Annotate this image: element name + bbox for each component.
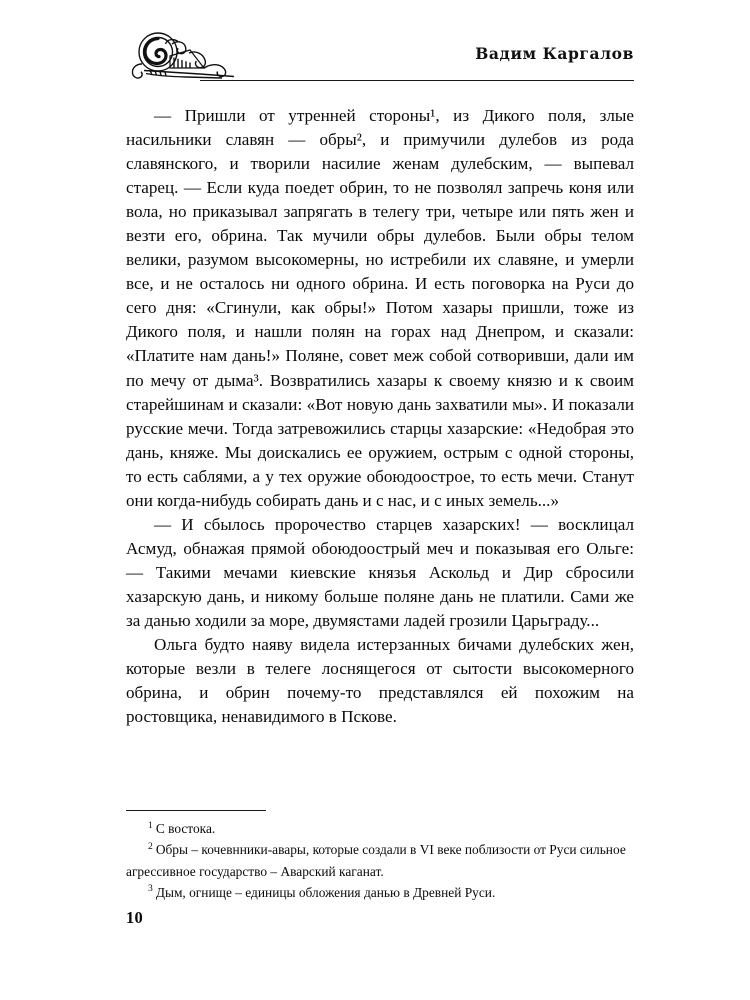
footnote-marker: 3 [148,883,153,895]
author-name: Вадим Каргалов [475,44,634,63]
footnote-item [126,882,634,903]
paragraph-text-1: — Пришли от утренней стороны¹, из Дикого поля, злые насильники славян — обры², и примучили дулебов из рода славянского, и творили насилие женам дулебским, — выпевал старец. — Если куда поедет обрин, то не позволял запречь коня или вола, но приказывал запрягать в телегу три, четыре или пять жен и везти его, обрина. Так мучили обры дулебов. Были обры телом велики, разумом высокомерны, но истребили их славяне, и умерли все, и не осталось ни одного обрина. И есть поговорка на Руси до сего дня: «Сгинули, как обры!» Потом хазары пришли, тоже из Дикого поля, и нашли полян на горах над Днепром, и сказали: «Платите нам дань!» Поляне, совет меж собой сотворивши, дали им по мечу от дыма³. Возвратились хазары к своему князю и к своим старейшинам и сказали: «Вот новую дань захватили мы». И показали русские мечи. Тогда затревожились старцы хазарские: «Недобрая это дань, княже. Мы доискались ее оружием, острым с одной стороны, то есть саблями, а у тех оружие обоюдоострое, то есть мечи. Станут они когда-нибудь собирать дань и с нас, и с иных земель...» [126,106,634,510]
page-number: 10 [126,908,143,927]
footnote-item [126,818,634,839]
footnote-text: С востока. [155,821,216,836]
header-divider [200,80,634,81]
running-head [126,30,634,86]
footnote-marker: 1 [148,819,153,831]
footnote-divider [126,810,266,811]
footnote-text: Дым, огнище – единицы обложения данью в Древней Руси. [155,884,496,900]
footnote-text: Обры – кочевнники-авары, которые создали в VI веке поблизости от Руси сильное агрессивное государство – Аварский каганат. [126,842,626,879]
paragraph-text-3: Ольга будто наяву видела истерзанных бичами дулебских жен, которые везли в телеге лоснящегося от сытости высокомерного обрина, и обрин почему-то представлялся ей похожим на ростовщика, ненавидимого в Пскове. [126,635,634,727]
paragraph [126,633,634,729]
paragraph [126,104,634,513]
body-text [126,104,634,729]
footnote-marker: 2 [148,840,153,852]
paragraph-text-2: — И сбылось пророчество старцев хазарских! — восклицал Асмуд, обнажая прямой обоюдоострый меч и показывая его Ольге: — Такими мечами киевские князья Аскольд и Дир сбросили хазарскую дань, и никому больше поляне дань не платили. Сами же за данью ходили за море, двумястами ладей грозили Царьграду... [126,514,634,630]
paragraph [126,513,634,633]
scroll-flourish-ornament-icon [126,30,252,82]
footnotes-block [126,810,634,903]
footnote-item [126,839,634,882]
